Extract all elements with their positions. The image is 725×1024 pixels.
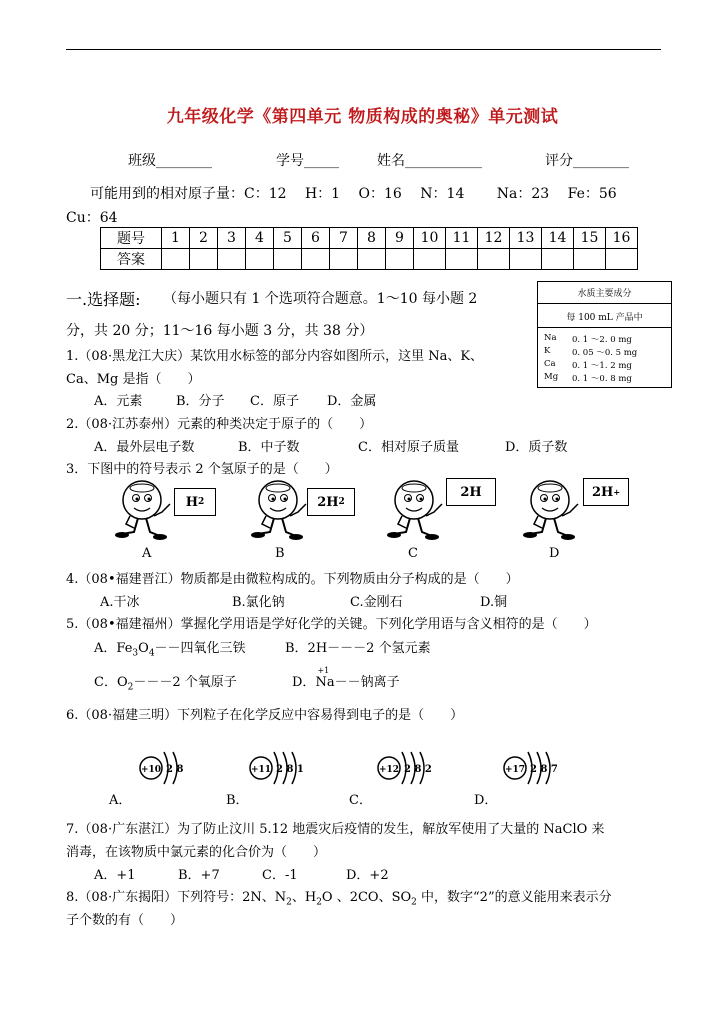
question-number-cell: 5 [274, 228, 302, 249]
question-number-cell: 11 [446, 228, 478, 249]
atom-cartoon-icon [384, 472, 454, 542]
question-4-option-d: D.铜 [480, 595, 508, 610]
water-label-value: 0. 1 ～1. 2 mg [572, 361, 632, 371]
question-number-cell: 3 [218, 228, 246, 249]
question-number-cell: 7 [330, 228, 358, 249]
question-3-label-a: A [142, 546, 152, 561]
question-6-label-c: C． [349, 793, 372, 808]
section-description: （每小题只有 1 个选项符合题意。1～10 每小题 2 [163, 291, 478, 307]
charge-mark: +1 [317, 666, 330, 675]
question-number-cell: 2 [190, 228, 218, 249]
question-1-stem-2: Ca、Mg 是指（ ） [66, 372, 201, 387]
atom-structure-diagram [248, 744, 318, 794]
atomic-mass-line-2: Cu：64 [66, 210, 118, 226]
question-5-option-c: C．$O_2---2$ 个氧原子 [94, 675, 237, 693]
question-4-option-c: C.金刚石 [350, 595, 403, 610]
question-2-option-c: C．相对原子质量 [358, 440, 459, 455]
question-2-stem: 2.（08·江苏泰州）元素的种类决定于原子的（ ） [66, 417, 373, 432]
water-label-value: 0. 05 ～0. 5 mg [572, 348, 638, 358]
nucleus-charge: +11 [250, 765, 272, 775]
question-7-option-a: A．+1 [94, 868, 136, 883]
nucleus-charge: +12 [378, 765, 400, 775]
nucleus-charge: +17 [504, 765, 526, 775]
atom-cartoon-icon [520, 472, 590, 542]
question-number-cell: 1 [162, 228, 190, 249]
electron-shell-counts: 2 8 1 [276, 764, 304, 775]
question-2-option-a: A．最外层电子数 [94, 440, 195, 455]
question-7-option-d: D．+2 [346, 868, 389, 883]
question-number-cell: 9 [386, 228, 414, 249]
symbol-box: H 2 [174, 488, 216, 516]
electron-shell-counts: 2 8 7 [530, 764, 558, 775]
answer-cell[interactable] [302, 249, 330, 270]
question-5-option-d: D．Na +1 －－钠离子 [292, 666, 400, 690]
symbol-box: 2H 2 [307, 488, 355, 516]
water-label-header: 水质主要成分 [577, 289, 632, 299]
water-label-element: Mg [544, 372, 559, 382]
question-7-stem-2: 消毒，在该物质中氯元素的化合价为（ ） [66, 845, 327, 860]
question-5-stem: 5.（08•福建福州）掌握化学用语是学好化学的关键。下列化学用语与含义相符的是（ ） [66, 617, 597, 632]
answer-cell[interactable] [190, 249, 218, 270]
answer-cell[interactable] [358, 249, 386, 270]
page-title: 九年级化学《第四单元 物质构成的奥秘》单元测试 [166, 107, 559, 127]
symbol-box: 2H + [583, 478, 629, 506]
answer-table-answer-label: 答案 [101, 249, 162, 270]
question-7-stem: 7.（08·广东湛江）为了防止汶川 5.12 地震灾后疫情的发生，解放军使用了大量的 NaClO 来 [66, 822, 605, 837]
question-number-cell: 13 [510, 228, 542, 249]
question-7-option-b: B．+7 [178, 868, 220, 883]
question-number-cell: 10 [414, 228, 446, 249]
water-label-value: 0. 1 ～2. 0 mg [572, 335, 632, 345]
answer-cell[interactable] [478, 249, 510, 270]
question-6-stem: 6.（08·福建三明）下列粒子在化学反应中容易得到电子的是（ ） [66, 708, 464, 723]
question-4-stem: 4.（08•福建晋江）物质都是由微粒构成的。下列物质由分子构成的是（ ） [66, 572, 519, 587]
symbol-box: 2H [446, 478, 496, 506]
answer-cell[interactable] [218, 249, 246, 270]
question-1-option-a: A．元素 [94, 394, 143, 409]
question-3-label-c: C [408, 546, 418, 561]
student-number-field: 学号_____ [276, 153, 339, 169]
atomic-mass-line: 可能用到的相对原子量：C：12 H：1 O：16 N：14 Na：23 Fe：56 [90, 186, 617, 202]
question-number-cell: 15 [574, 228, 606, 249]
answer-table [100, 227, 638, 270]
question-number-cell: 14 [542, 228, 574, 249]
question-2-option-d: D．质子数 [505, 440, 568, 455]
atom-cartoon-icon [112, 472, 182, 542]
class-field: 班级________ [128, 153, 212, 169]
water-label-element: Na [544, 333, 557, 343]
answer-cell[interactable] [414, 249, 446, 270]
nucleus-charge: +10 [140, 765, 162, 775]
answer-cell[interactable] [446, 249, 478, 270]
score-field: 评分________ [545, 153, 629, 169]
water-label-image [537, 281, 672, 388]
answer-cell[interactable] [542, 249, 574, 270]
question-number-cell: 8 [358, 228, 386, 249]
water-label-value: 0. 1 ～0. 8 mg [572, 374, 632, 384]
section-heading: 一.选择题: [66, 290, 141, 309]
question-6-label-a: A． [109, 793, 132, 808]
question-1-option-c: C．原子 [250, 394, 299, 409]
question-4-option-b: B.氯化钠 [232, 595, 285, 610]
answer-cell[interactable] [274, 249, 302, 270]
answer-cell[interactable] [386, 249, 414, 270]
question-6-label-d: D． [474, 793, 498, 808]
answer-cell[interactable] [330, 249, 358, 270]
answer-cell[interactable] [574, 249, 606, 270]
section-description-2: 分，共 20 分；11～16 每小题 3 分，共 38 分） [66, 323, 374, 339]
electron-shell-counts: 2 8 2 [404, 764, 432, 775]
question-number-cell: 16 [606, 228, 638, 249]
question-7-option-c: C．-1 [262, 868, 298, 883]
question-3-label-d: D [549, 546, 560, 561]
header-rule [66, 49, 661, 50]
question-6-label-b: B． [226, 793, 249, 808]
answer-cell[interactable] [606, 249, 638, 270]
question-3-label-b: B [275, 546, 285, 561]
atom-structure-diagram [138, 744, 208, 794]
answer-table-header-label: 题号 [101, 228, 162, 249]
question-1-option-d: D．金属 [327, 394, 377, 409]
question-2-option-b: B．中子数 [238, 440, 300, 455]
water-label-element: K [544, 346, 551, 356]
atom-structure-diagram [376, 744, 446, 794]
answer-cell[interactable] [246, 249, 274, 270]
water-label-subheader: 每 100 mL 产品中 [566, 313, 643, 323]
water-label-element: Ca [544, 359, 556, 369]
question-number-cell: 12 [478, 228, 510, 249]
answer-cell[interactable] [162, 249, 190, 270]
question-5-option-a: A．$Fe_3O_4--$四氧化三铁 [94, 641, 246, 659]
question-number-cell: 6 [302, 228, 330, 249]
name-field: 姓名___________ [377, 153, 482, 169]
question-3-stem: 3．下图中的符号表示 2 个氢原子的是（ ） [66, 462, 338, 477]
question-8-stem-2: 子个数的有（ ） [66, 913, 184, 928]
question-1-option-b: B．分子 [176, 394, 225, 409]
question-8-stem: 8.（08·广东揭阳）下列符号：2N、$N_2$、$H_2O$ 、2CO、$SO_2$ 中，数字“2”的意义能用来表示分 [66, 890, 612, 908]
question-1-stem: 1.（08·黑龙江大庆）某饮用水标签的部分内容如图所示，这里 Na、K、 [66, 349, 484, 364]
electron-shell-counts: 2 8 [166, 764, 184, 775]
question-4-option-a: A.干冰 [100, 595, 140, 610]
atom-structure-diagram [502, 744, 572, 794]
answer-cell[interactable] [510, 249, 542, 270]
question-number-cell: 4 [246, 228, 274, 249]
question-5-option-b: B．2H－－－2 个氢元素 [285, 641, 431, 656]
